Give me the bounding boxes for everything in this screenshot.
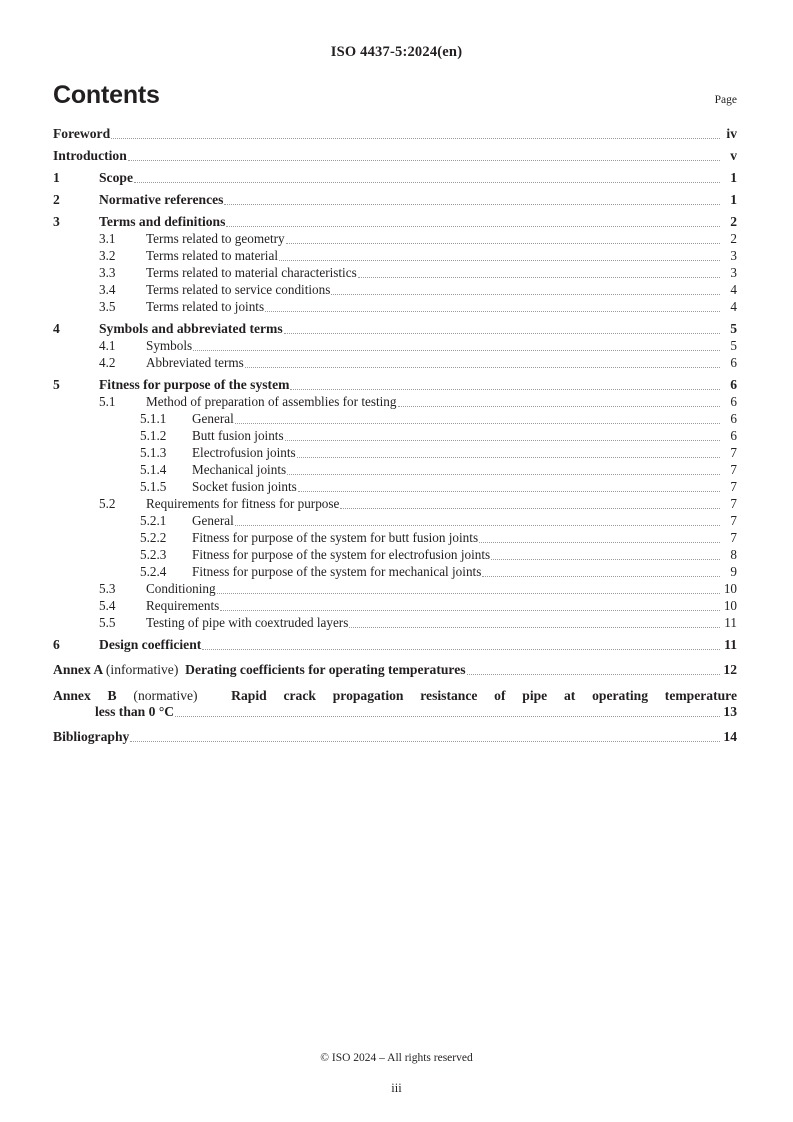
toc-entry-page: 14 <box>723 729 737 744</box>
toc-entry-label: Terms related to geometry <box>146 231 285 246</box>
toc-entry-label: Method of preparation of assemblies for testing <box>146 394 397 409</box>
annex-qualifier: (informative) <box>105 662 179 677</box>
toc-entry-label: Abbreviated terms <box>146 355 244 370</box>
toc-entry[interactable] <box>53 615 737 631</box>
toc-entry-page: 10 <box>723 598 737 613</box>
dot-leader <box>226 216 720 230</box>
toc-entry-label: Scope <box>99 170 133 185</box>
toc-entry-page: 7 <box>730 513 737 528</box>
toc-entry-number: 5.2.1 <box>140 513 167 528</box>
dot-leader <box>175 706 720 720</box>
toc-entry-label: Introduction <box>53 148 127 163</box>
annex-title: Derating coefficients for operating temperatures <box>185 662 466 677</box>
annex-title-wrap-line <box>53 704 737 720</box>
toc-entry[interactable] <box>53 170 737 186</box>
toc-entry-label: General <box>192 513 234 528</box>
toc-entry-label: Fitness for purpose of the system <box>99 377 290 392</box>
annex-page: 13 <box>723 704 737 719</box>
toc-entry-label: Mechanical joints <box>192 462 287 477</box>
toc-entry-page: v <box>730 148 737 163</box>
toc-entry-label: Conditioning <box>146 581 216 596</box>
annex-title: Rapid crack propagation resistance of pipe at operating temperature <box>231 688 738 703</box>
toc-entry-number: 5.2.2 <box>140 530 167 545</box>
dot-leader <box>297 448 720 461</box>
annex-entry[interactable] <box>53 662 737 678</box>
footer-copyright: © ISO 2024 – All rights reserved <box>320 1052 473 1064</box>
annex-name: Annex A <box>53 662 103 677</box>
toc-entry[interactable] <box>53 496 737 512</box>
dot-leader <box>235 516 720 529</box>
toc-entry-number: 5.2.3 <box>140 547 167 562</box>
toc-entry-number: 3 <box>53 214 60 229</box>
toc-entry-page: 4 <box>730 282 737 297</box>
toc-entry-number: 5.2 <box>99 496 116 511</box>
dot-leader <box>134 172 720 186</box>
toc-entry-label: Terms and definitions <box>99 214 226 229</box>
toc-entry-label: Bibliography <box>53 729 130 744</box>
dot-leader <box>220 601 720 614</box>
toc-entry-label: Terms related to service conditions <box>146 282 331 297</box>
toc-entry[interactable] <box>53 321 737 337</box>
toc-entry-label: Testing of pipe with coextruded layers <box>146 615 349 630</box>
toc-entry[interactable] <box>53 547 737 563</box>
page-column-label: Page <box>714 94 737 106</box>
toc-entry-page: 3 <box>730 248 737 263</box>
toc-entry[interactable] <box>53 530 737 546</box>
toc-entry[interactable] <box>53 462 737 478</box>
toc-entry[interactable] <box>53 265 737 281</box>
toc-entry-label: Normative references <box>99 192 224 207</box>
toc-entry-number: 5.2.4 <box>140 564 167 579</box>
dot-leader <box>358 268 720 281</box>
toc-entry-page: 6 <box>730 355 737 370</box>
toc-entry-label: Terms related to material <box>146 248 278 263</box>
dot-leader <box>193 341 720 354</box>
dot-leader <box>340 499 720 512</box>
toc-entry-number: 1 <box>53 170 60 185</box>
toc-entry[interactable] <box>53 377 737 393</box>
toc-entry-number: 5.1 <box>99 394 116 409</box>
toc-entry-page: 8 <box>730 547 737 562</box>
dot-leader <box>349 618 720 631</box>
toc-entry[interactable] <box>53 148 737 164</box>
toc-entry[interactable] <box>53 581 737 597</box>
dot-leader <box>235 414 720 427</box>
toc-entry-page: 6 <box>730 377 737 392</box>
toc-entry[interactable] <box>53 231 737 247</box>
toc-entry-page: 1 <box>730 170 737 185</box>
dot-leader <box>482 567 720 580</box>
dot-leader <box>331 285 720 298</box>
toc-entry-number: 5.5 <box>99 615 116 630</box>
dot-leader <box>284 323 720 337</box>
dot-leader <box>224 194 720 208</box>
dot-leader <box>287 465 720 478</box>
toc-entry-label: Fitness for purpose of the system for mechanical joints <box>192 564 482 579</box>
dot-leader <box>279 251 720 264</box>
toc-entry-label: Terms related to material characteristics <box>146 265 357 280</box>
footer-page-number: iii <box>391 1081 402 1095</box>
dot-leader <box>467 664 720 678</box>
toc-entry[interactable] <box>53 248 737 264</box>
toc-entry-number: 5.1.5 <box>140 479 167 494</box>
toc-entry[interactable] <box>53 338 737 354</box>
dot-leader <box>111 128 720 142</box>
toc-entry-page: 7 <box>730 462 737 477</box>
toc-entry-page: 11 <box>724 615 737 630</box>
toc-entry-label: Fitness for purpose of the system for electrofusion joints <box>192 547 491 562</box>
toc-entry-page: 6 <box>730 411 737 426</box>
toc-entry[interactable] <box>53 126 737 142</box>
toc-entry-number: 4.1 <box>99 338 116 353</box>
toc-entry[interactable] <box>53 479 737 495</box>
toc-entry-page: 11 <box>724 637 737 652</box>
toc-entry-page: 1 <box>730 192 737 207</box>
toc-entry[interactable] <box>53 445 737 461</box>
toc-entry-page: 7 <box>730 496 737 511</box>
toc-entry-number: 2 <box>53 192 60 207</box>
toc-entry-label: General <box>192 411 234 426</box>
dot-leader <box>265 302 720 315</box>
toc-entry-label: Socket fusion joints <box>192 479 297 494</box>
dot-leader <box>130 731 720 745</box>
annex-heading <box>53 662 466 678</box>
toc-entry[interactable] <box>53 428 737 444</box>
toc-entry-label: Foreword <box>53 126 111 141</box>
toc-entry-bibliography[interactable] <box>53 729 737 745</box>
toc-entry-label: Symbols <box>146 338 193 353</box>
toc-entry-page: 9 <box>730 564 737 579</box>
contents-title-row <box>53 80 737 114</box>
dot-leader <box>479 533 720 546</box>
toc-entry-label: Fitness for purpose of the system for butt fusion joints <box>192 530 479 545</box>
toc-entry-page: 3 <box>730 265 737 280</box>
toc-entry-label: Requirements <box>146 598 220 613</box>
toc-entry-number: 5.1.2 <box>140 428 167 443</box>
dot-leader <box>398 397 721 410</box>
toc-entry-number: 5 <box>53 377 60 392</box>
toc-entry-page: 7 <box>730 479 737 494</box>
annex-title-continued: less than 0 °C <box>95 704 175 719</box>
toc-entry-page: 2 <box>730 214 737 229</box>
toc-entry-number: 5.1.1 <box>140 411 167 426</box>
annex-name: Annex B <box>53 688 117 703</box>
dot-leader <box>245 358 720 371</box>
toc-entry-number: 3.5 <box>99 299 116 314</box>
toc-entry[interactable] <box>53 411 737 427</box>
page-title: Contents <box>53 81 160 109</box>
dot-leader <box>285 431 720 444</box>
toc-entry[interactable] <box>53 513 737 529</box>
toc-entry[interactable] <box>53 355 737 371</box>
toc-entry-page: 5 <box>730 338 737 353</box>
toc-entry[interactable] <box>53 637 737 653</box>
toc-entry-page: 6 <box>730 428 737 443</box>
annex-line <box>53 687 737 704</box>
toc-entry-label: Terms related to joints <box>146 299 265 314</box>
toc-entry-number: 3.3 <box>99 265 116 280</box>
toc-entry[interactable] <box>53 282 737 298</box>
toc-entry-number: 5.1.4 <box>140 462 167 477</box>
toc-entry[interactable] <box>53 299 737 315</box>
dot-leader <box>290 379 720 393</box>
toc-entry-page: 7 <box>730 530 737 545</box>
dot-leader <box>128 150 720 164</box>
toc-entry-number: 3.1 <box>99 231 116 246</box>
table-of-contents <box>53 126 737 745</box>
toc-entry-number: 5.1.3 <box>140 445 167 460</box>
toc-entry-number: 4.2 <box>99 355 116 370</box>
toc-entry-label: Design coefficient <box>99 637 202 652</box>
toc-entry-page: 10 <box>723 581 737 596</box>
toc-entry-label: Butt fusion joints <box>192 428 284 443</box>
toc-entry-number: 3.4 <box>99 282 116 297</box>
toc-entry-number: 3.2 <box>99 248 116 263</box>
annex-page: 12 <box>723 662 737 677</box>
toc-entry-page: 6 <box>730 394 737 409</box>
dot-leader <box>202 639 720 653</box>
toc-entry[interactable] <box>53 394 737 410</box>
toc-entry-page: 2 <box>730 231 737 246</box>
toc-entry-number: 4 <box>53 321 60 336</box>
toc-entry-label: Symbols and abbreviated terms <box>99 321 283 336</box>
toc-entry[interactable] <box>53 564 737 580</box>
toc-entry-number: 5.4 <box>99 598 116 613</box>
annex-entry[interactable] <box>53 687 737 720</box>
toc-entry-page: 4 <box>730 299 737 314</box>
toc-entry[interactable] <box>53 598 737 614</box>
toc-entry-label: Electrofusion joints <box>192 445 296 460</box>
toc-entry[interactable] <box>53 214 737 230</box>
dot-leader <box>491 550 720 563</box>
dot-leader <box>298 482 720 495</box>
toc-entry-number: 6 <box>53 637 60 652</box>
toc-entry-label: Requirements for fitness for purpose <box>146 496 340 511</box>
toc-entry-number: 5.3 <box>99 581 116 596</box>
annex-line <box>53 662 737 678</box>
toc-entry-page: 7 <box>730 445 737 460</box>
dot-leader <box>286 234 720 247</box>
toc-entry-page: iv <box>726 126 737 141</box>
dot-leader <box>217 584 720 597</box>
toc-entry[interactable] <box>53 192 737 208</box>
annex-qualifier: (normative) <box>133 688 198 703</box>
running-header: ISO 4437-5:2024(en) <box>330 44 463 60</box>
toc-entry-page: 5 <box>730 321 737 336</box>
